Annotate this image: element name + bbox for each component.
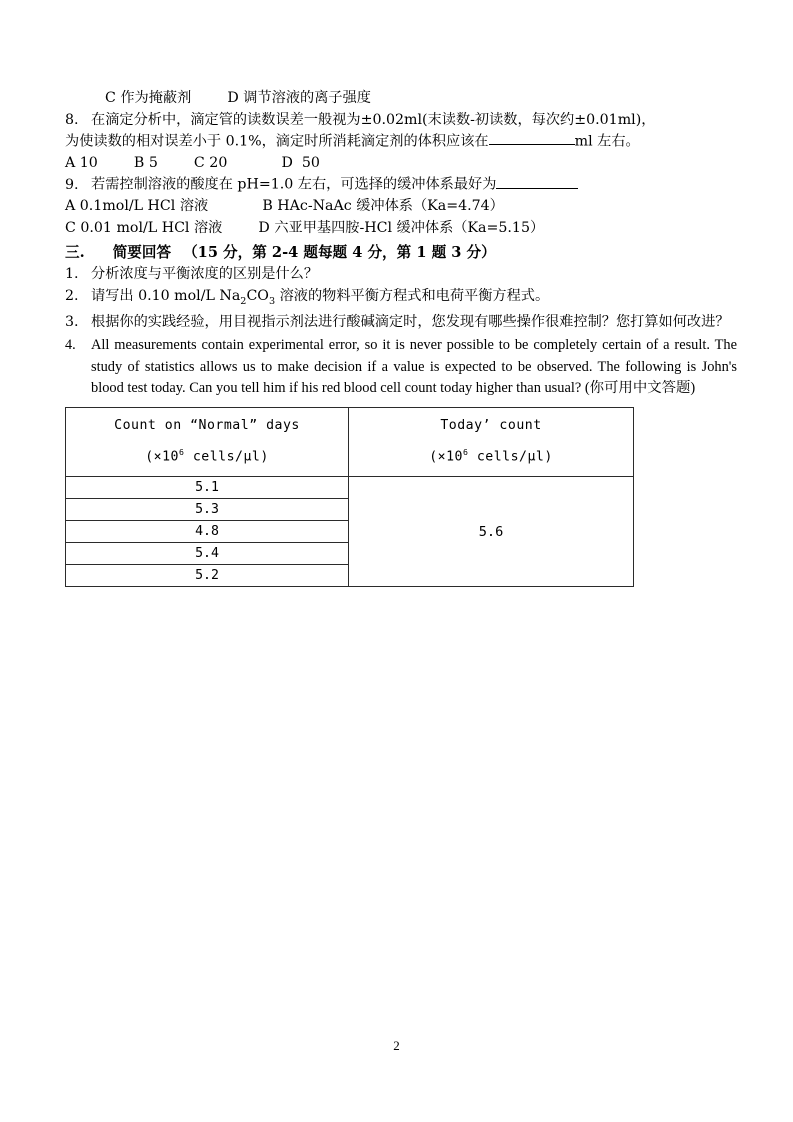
column-header-normal-days bbox=[66, 408, 349, 477]
units-suffix-left: cells/μl) bbox=[184, 449, 269, 465]
question-9-stem-text: 若需控制溶液的酸度在 pH=1.0 左右，可选择的缓冲体系最好为 bbox=[91, 176, 497, 193]
question-8-line-2 bbox=[65, 131, 737, 153]
blood-test-table bbox=[65, 407, 634, 587]
short-answer-2-text bbox=[91, 286, 737, 312]
normal-count-value: 4.8 bbox=[66, 521, 349, 543]
section-3-points: （15 分，第 2-4 题每题 4 分，第 1 题 3 分） bbox=[183, 244, 496, 262]
question-9-number: 9. bbox=[65, 176, 79, 193]
short-answer-question-3 bbox=[65, 312, 737, 334]
table-header-row bbox=[66, 408, 634, 477]
page-number: 2 bbox=[393, 1038, 400, 1053]
page-content bbox=[65, 88, 737, 587]
units-exponent-right: 6 bbox=[462, 447, 469, 458]
question-8-text-before-blank: 为使读数的相对误差小于 0.1%，滴定时所消耗滴定剂的体积应该在 bbox=[65, 133, 489, 150]
question-9-options-row-1[interactable]: A 0.1mol/L HCl 溶液 B HAc-NaAc 缓冲体系（Ka=4.74） bbox=[65, 198, 504, 215]
section-3-number: 三. bbox=[65, 244, 85, 262]
short-answer-4-text: All measurements contain experimental error, so it is never possible to be completely certain of a result. The study of statistics allows us to make decision if a value is expected to be observed. The following is John's blood test today. Can you tell him if his red blood cell count today higher than usual? (你可用中文答题) bbox=[91, 336, 737, 397]
short-answer-3-number: 3. bbox=[65, 314, 79, 331]
column-header-normal-days-line-2 bbox=[66, 439, 348, 470]
subscript-2: 2 bbox=[240, 295, 247, 307]
column-header-today-line-1: Today’ count bbox=[440, 418, 542, 434]
section-3-title: 简要回答 bbox=[112, 244, 172, 262]
normal-count-value: 5.2 bbox=[66, 565, 349, 587]
units-exponent-left: 6 bbox=[178, 447, 185, 458]
question-8-answer-blank[interactable] bbox=[489, 131, 575, 145]
section-3-heading bbox=[65, 241, 737, 264]
short-answer-3-text: 根据你的实践经验，用目视指示剂法进行酸碱滴定时，您发现有哪些操作很难控制？您打算如何改进？ bbox=[91, 314, 730, 331]
column-header-today bbox=[349, 408, 634, 477]
question-9-answer-blank[interactable] bbox=[496, 174, 578, 188]
normal-count-value: 5.1 bbox=[66, 477, 349, 499]
normal-count-value: 5.3 bbox=[66, 499, 349, 521]
units-prefix-left: (×10 bbox=[145, 449, 179, 465]
question-8-options[interactable]: A 10 B 5 C 20 D 50 bbox=[65, 154, 320, 171]
question-8-text-after-blank: ml 左右。 bbox=[574, 133, 640, 150]
question-8-text-line-1: 在滴定分析中，滴定管的读数误差一般视为±0.02ml(末读数-初读数，每次约±0.01ml)， bbox=[91, 111, 656, 128]
question-8-line-1 bbox=[65, 110, 737, 132]
short-answer-question-1 bbox=[65, 264, 737, 286]
subscript-3: 3 bbox=[268, 295, 276, 307]
short-answer-4-number: 4. bbox=[65, 336, 76, 353]
question7-options-tail: C 作为掩蔽剂 D 调节溶液的离子强度 bbox=[105, 90, 371, 106]
question-9 bbox=[65, 174, 737, 239]
units-prefix-right: (×10 bbox=[429, 449, 463, 465]
units-suffix-right: cells/μl) bbox=[468, 449, 553, 465]
short-answer-1-number: 1. bbox=[65, 266, 79, 283]
short-answer-2-number: 2. bbox=[65, 287, 79, 304]
short-answer-question-4 bbox=[65, 335, 737, 400]
column-header-today-line-2 bbox=[349, 439, 633, 470]
short-answer-2-text-part-3: 溶液的物料平衡方程式和电荷平衡方程式。 bbox=[275, 287, 550, 304]
short-answer-2-text-part-1: 请写出 0.10 mol/L Na bbox=[91, 287, 241, 304]
table-row bbox=[66, 477, 634, 499]
question-9-stem bbox=[65, 174, 737, 196]
short-answer-question-2 bbox=[65, 286, 737, 312]
today-count-value: 5.6 bbox=[349, 477, 634, 587]
short-answer-1-text: 分析浓度与平衡浓度的区别是什么？ bbox=[91, 266, 319, 283]
question-8 bbox=[65, 110, 737, 175]
question-9-options-row-2[interactable]: C 0.01 mol/L HCl 溶液 D 六亚甲基四胺-HCl 缓冲体系（Ka=5.15） bbox=[65, 219, 545, 236]
question-8-number: 8. bbox=[65, 111, 79, 128]
short-answer-2-text-part-2: CO bbox=[246, 287, 269, 304]
normal-count-value: 5.4 bbox=[66, 543, 349, 565]
column-header-normal-days-line-1: Count on “Normal” days bbox=[114, 418, 300, 434]
